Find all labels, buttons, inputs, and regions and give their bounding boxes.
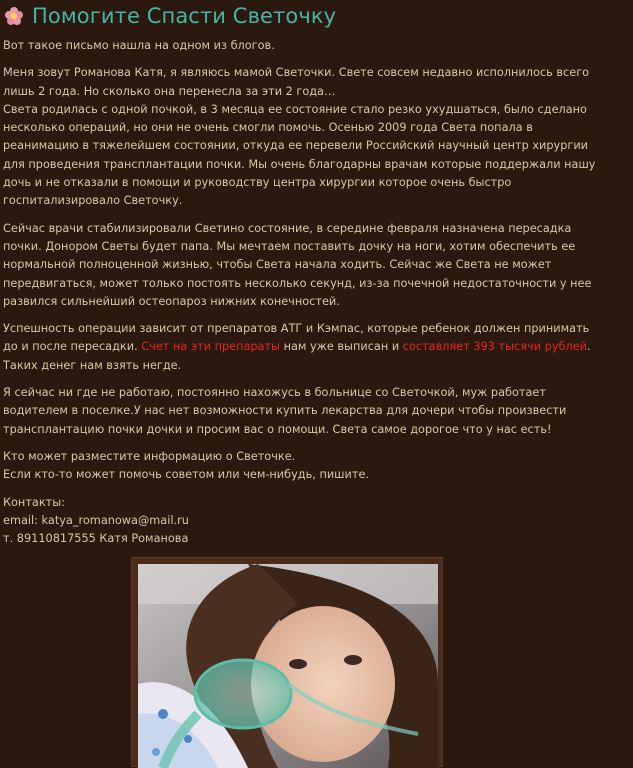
text-line: почки. Донором Светы будет папа. Мы мечтаем поставить дочку на ноги, хотим обеспечить ее (3, 239, 576, 253)
text-line: Если кто-то может помочь советом или чем-нибудь, пишите. (3, 468, 369, 482)
text-line: Кто может разместите информацию о Светочке. (3, 449, 296, 463)
text-line: Успешность операции зависит от препаратов АТГ и Кэмпас, которые ребенок должен принимать (3, 322, 590, 336)
amount-highlight: составляет 393 тысячи рублей (402, 340, 587, 354)
text-line: Сейчас врачи стабилизировали Светино состояние, в середине февраля назначена пересадка (3, 221, 572, 235)
text-line: госпитализировало Светочку. (3, 194, 183, 208)
text-line: Таких денег нам взять негде. (3, 358, 182, 372)
text-line: развился сильнейший остеопароз нижних конечностей. (3, 294, 340, 308)
contact-phone: т. 89110817555 Катя Романова (3, 532, 189, 546)
flower-icon (4, 6, 24, 26)
paragraph-story (3, 64, 625, 210)
post-body (3, 37, 625, 557)
post-title-row (4, 2, 336, 30)
contacts-block (3, 494, 625, 549)
text-segment: . (587, 340, 591, 354)
photo-frame (131, 557, 443, 767)
text-line: передвигаться, может только постоять несколько секунд, из-за почечной недостаточности у нее (3, 276, 592, 290)
paragraph-medicine (3, 320, 625, 375)
invoice-highlight: Счет на эти препараты (141, 340, 280, 354)
contact-email: email: katya_romanowa@mail.ru (3, 513, 189, 527)
child-photo (138, 564, 438, 768)
contacts-label: Контакты: (3, 495, 65, 509)
text-line: реанимацию в тяжелейшем состоянии, откуда ее перевели Российский научный центр хирургии (3, 139, 589, 153)
text-line: Я сейчас ни где не работаю, постоянно нахожусь в больнице со Светочкой, муж работает (3, 386, 546, 400)
text-line: водителем в поселке.У нас нет возможности купить лекарства для дочери чтобы произвести (3, 404, 567, 418)
text-line: лишь 2 года. Но сколько она перенесла за эти 2 года… (3, 84, 336, 98)
text-segment: нам уже выписан и (279, 340, 403, 354)
intro-paragraph (3, 37, 625, 55)
text-line: нормальной полноценной жизнью, чтобы Света начала ходить. Сейчас же Света не может (3, 258, 552, 272)
text-line (3, 338, 625, 356)
text-segment: до и после пересадки. (3, 340, 142, 354)
text-line: Меня зовут Романова Катя, я являюсь мамой Светочки. Свете совсем недавно исполнилось всего (3, 66, 590, 80)
text-line: для проведения трансплантации почки. Мы очень благодарны врачам которые поддержали нашу (3, 157, 596, 171)
text-line: дочь и не отказали в помощи и руководству центра хирургии которое очень быстро (3, 176, 512, 190)
post-title[interactable]: Помогите Спасти Светочку (32, 4, 337, 28)
paragraph-doctors (3, 220, 625, 311)
text-line: Вот такое письмо нашла на одном из блогов. (3, 39, 275, 52)
paragraph-request (3, 448, 625, 485)
text-line: трансплантацию почки дочки и просим вас о помощи. Света самое дорогое что у нас есть! (3, 422, 552, 436)
paragraph-family (3, 384, 625, 439)
text-line: несколько операций, но они не очень смогли помочь. Осенью 2009 года Света попала в (3, 121, 533, 135)
text-line: Света родилась с одной почкой, в 3 месяца ее состояние стало резко ухудшаться, было сделано (3, 102, 587, 116)
